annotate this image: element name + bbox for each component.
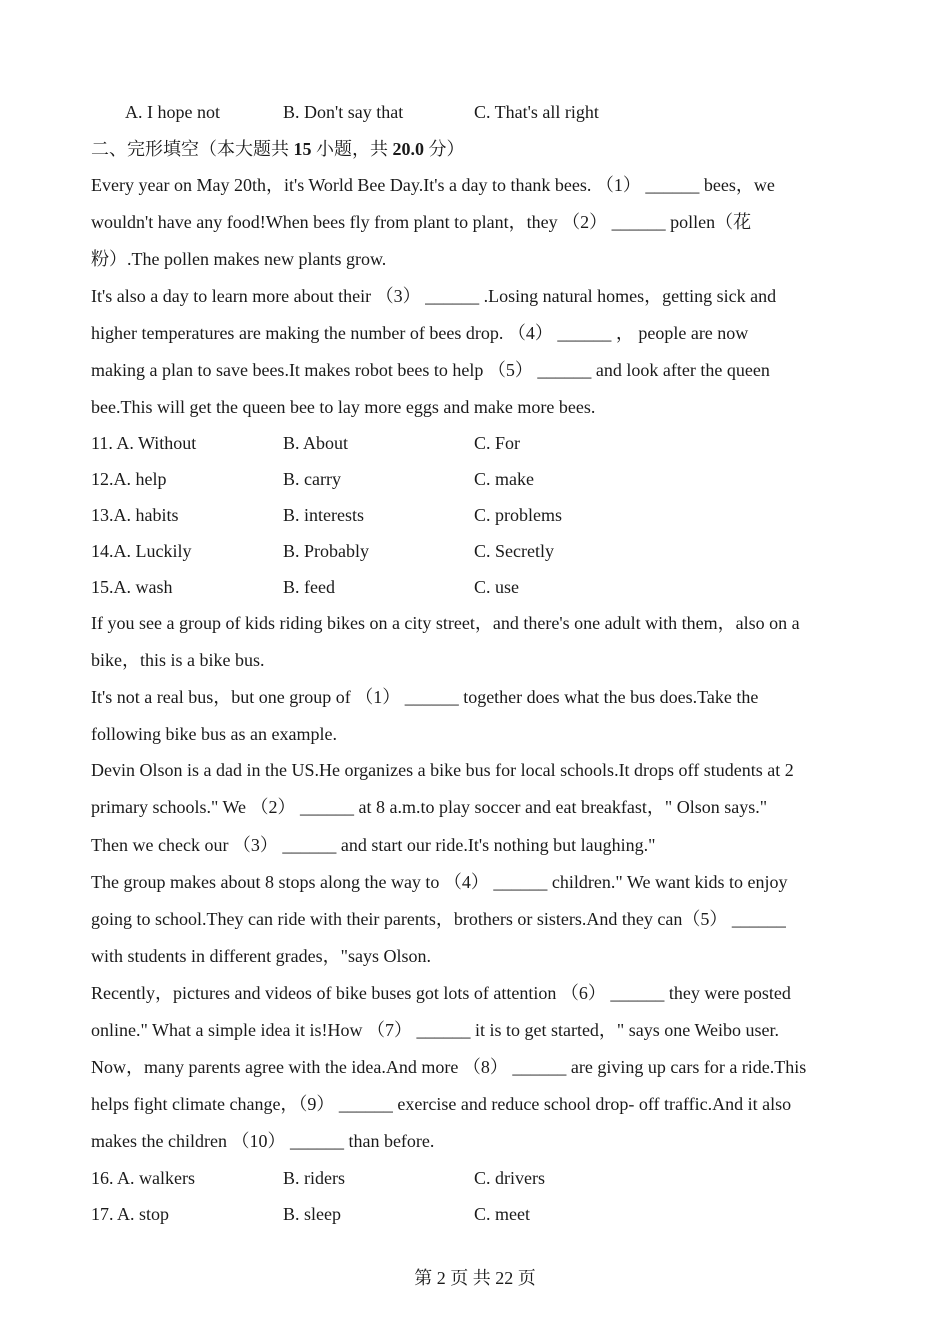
question-option-c: C. meet	[474, 1204, 530, 1224]
passage-line: It's also a day to learn more about their （3） ______ .Losing natural homes，getting sick and	[91, 286, 777, 306]
option-b: B. Don't say that	[283, 102, 404, 122]
question-option-c: C. make	[474, 469, 534, 489]
question-option-b: B. sleep	[283, 1204, 341, 1224]
question-option-c: C. use	[474, 577, 519, 597]
passage-line: going to school.They can ride with their parents，brothers or sisters.And they can（5） ______	[91, 909, 786, 929]
passage-line: Then we check our （3） ______ and start our ride.It's nothing but laughing."	[91, 835, 656, 855]
passage-line: makes the children （10） ______ than before.	[91, 1131, 435, 1151]
passage-line: making a plan to save bees.It makes robot bees to help （5） ______ and look after the queen	[91, 360, 770, 380]
question-option-b: B. interests	[283, 505, 364, 525]
option-a: A. I hope not	[125, 102, 220, 122]
passage-line: with students in different grades，"says Olson.	[91, 946, 431, 966]
passage-line: Every year on May 20th，it's World Bee Day.It's a day to thank bees. （1） ______ bees，we	[91, 175, 775, 195]
question-option-a: 15.A. wash	[91, 577, 173, 597]
option-c: C. That's all right	[474, 102, 599, 122]
passage-line: online." What a simple idea it is!How （7） ______ it is to get started，" says one Weibo user.	[91, 1020, 779, 1040]
question-option-a: 16. A. walkers	[91, 1168, 195, 1188]
passage-line: 粉）.The pollen makes new plants grow.	[91, 249, 387, 269]
passage-line: wouldn't have any food!When bees fly from plant to plant，they （2） ______ pollen（花	[91, 212, 752, 232]
passage-line: It's not a real bus，but one group of （1） ______ together does what the bus does.Take the	[91, 687, 759, 707]
question-option-b: B. carry	[283, 469, 341, 489]
passage-line: bike，this is a bike bus.	[91, 650, 265, 670]
question-option-b: B. About	[283, 433, 349, 453]
passage-line: Recently，pictures and videos of bike buses got lots of attention （6） ______ they were posted	[91, 983, 791, 1003]
question-option-c: C. problems	[474, 505, 562, 525]
question-option-b: B. riders	[283, 1168, 345, 1188]
passage-line: primary schools." We （2） ______ at 8 a.m.to play soccer and eat breakfast，" Olson says."	[91, 797, 768, 817]
page-footer: 第 2 页 共 22 页	[414, 1268, 536, 1288]
passage-line: Devin Olson is a dad in the US.He organizes a bike bus for local schools.It drops off students at 2	[91, 760, 794, 780]
question-option-c: C. Secretly	[474, 541, 554, 561]
passage-line: helps fight climate change，（9） ______ exercise and reduce school drop- off traffic.And it also	[91, 1094, 792, 1114]
question-option-a: 12.A. help	[91, 469, 167, 489]
section-heading: 二、完形填空（本大题共 15 小题，共 20.0 分）	[91, 139, 465, 159]
passage-line: The group makes about 8 stops along the way to （4） ______ children." We want kids to enjoy	[91, 872, 788, 892]
passage-line: higher temperatures are making the number of bees drop. （4） ______ ， people are now	[91, 323, 749, 343]
question-option-c: C. For	[474, 433, 521, 453]
question-option-a: 14.A. Luckily	[91, 541, 192, 561]
question-option-c: C. drivers	[474, 1168, 545, 1188]
passage-line: bee.This will get the queen bee to lay more eggs and make more bees.	[91, 397, 596, 417]
question-option-a: 17. A. stop	[91, 1204, 170, 1224]
question-option-a: 11. A. Without	[91, 433, 197, 453]
passage-line: following bike bus as an example.	[91, 724, 337, 744]
passage-line: Now，many parents agree with the idea.And more （8） ______ are giving up cars for a ride.This	[91, 1057, 807, 1077]
question-option-a: 13.A. habits	[91, 505, 179, 525]
question-option-b: B. Probably	[283, 541, 370, 561]
passage-line: If you see a group of kids riding bikes on a city street，and there's one adult with them，also on a	[91, 613, 800, 633]
question-option-b: B. feed	[283, 577, 335, 597]
